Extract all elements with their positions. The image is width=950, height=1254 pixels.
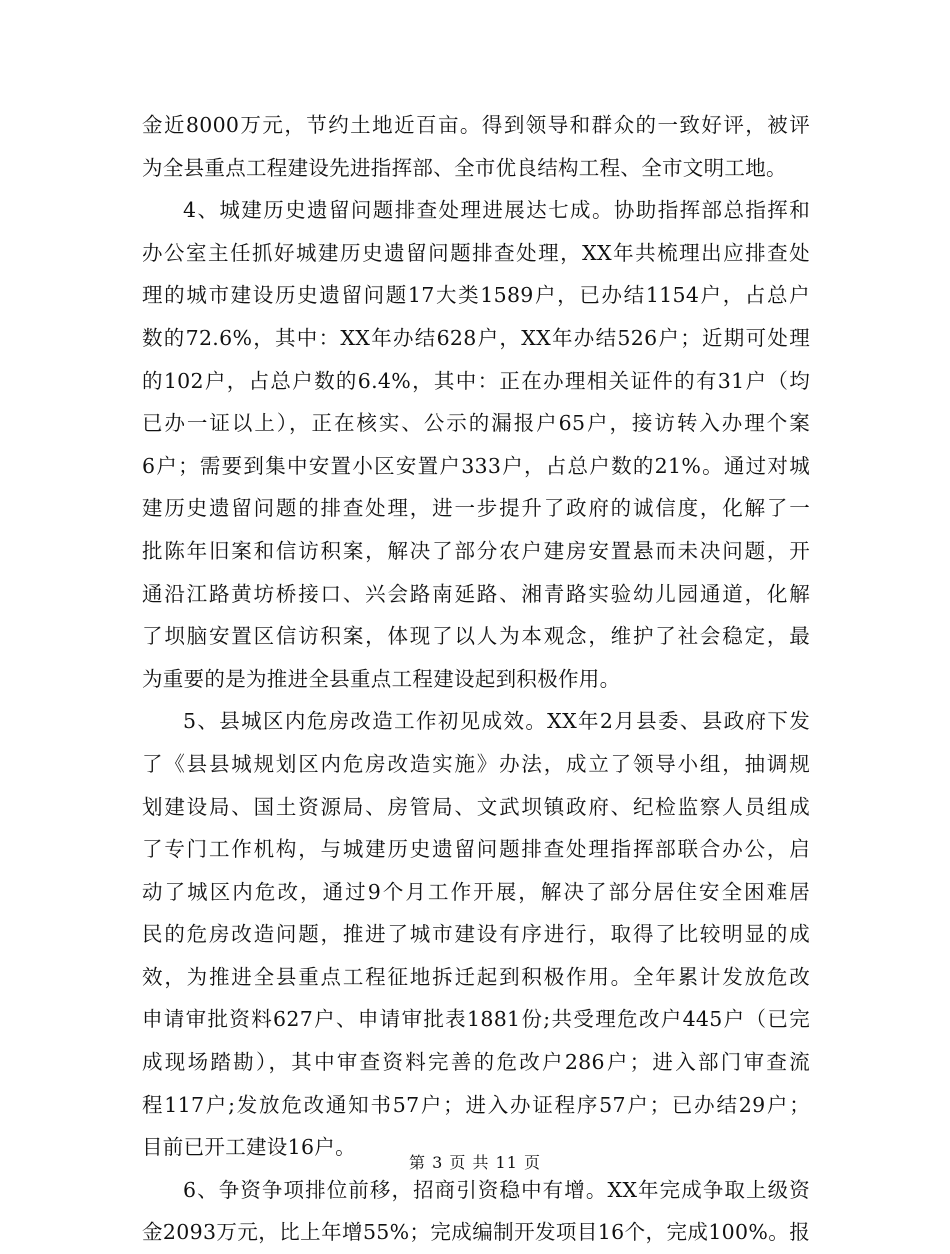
text-line: 划建设局、国土资源局、房管局、文武坝镇政府、纪检监察人员组成 — [142, 794, 810, 819]
text-line: 办公室主任抓好城建历史遗留问题排查处理，XX年共梳理出应排查处 — [142, 240, 810, 265]
text-line: 批陈年旧案和信访积案，解决了部分农户建房安置悬而未决问题，开 — [142, 538, 810, 563]
text-line: 金2093万元，比上年增55%；完成编制开发项目16个，完成100%。报 — [142, 1220, 810, 1245]
page-number-footer: 第 3 页 共 11 页 — [409, 1153, 541, 1172]
text-line: 6、争资争项排位前移，招商引资稳中有增。XX年完成争取上级资 — [183, 1177, 810, 1202]
text-line: 5、县城区内危房改造工作初见成效。XX年2月县委、县政府下发 — [183, 709, 810, 734]
text-line: 动了城区内危改，通过9个月工作开展，解决了部分居住安全困难居 — [142, 879, 810, 904]
text-line: 建历史遗留问题的排查处理，进一步提升了政府的诚信度，化解了一 — [142, 496, 810, 521]
text-line: 了专门工作机构，与城建历史遗留问题排查处理指挥部联合办公，启 — [142, 837, 810, 862]
text-line: 效，为推进全县重点工程征地拆迁起到积极作用。全年累计发放危改 — [142, 964, 810, 989]
text-line: 成现场踏勘），其中审查资料完善的危改户286户；进入部门审查流 — [142, 1050, 810, 1075]
text-line: 为重要的是为推进全县重点工程建设起到积极作用。 — [142, 666, 621, 691]
text-line: 民的危房改造问题，推进了城市建设有序进行，取得了比较明显的成 — [142, 922, 810, 947]
text-line: 已办一证以上），正在核实、公示的漏报户65户，接访转入办理个案 — [142, 411, 810, 436]
text-line: 数的72.6%，其中：XX年办结628户，XX年办结526户；近期可处理 — [142, 325, 810, 350]
text-line: 申请审批资料627户、申请审批表1881份;共受理危改户445户（已完 — [142, 1007, 810, 1032]
text-line: 了坝脑安置区信访积案，体现了以人为本观念，维护了社会稳定，最 — [142, 624, 810, 649]
text-line: 目前已开工建设16户。 — [142, 1135, 356, 1160]
text-line: 了《县县城规划区内危房改造实施》办法，成立了领导小组，抽调规 — [142, 751, 810, 776]
text-line: 4、城建历史遗留问题排查处理进展达七成。协助指挥部总指挥和 — [183, 198, 810, 223]
text-line: 金近8000万元，节约土地近百亩。得到领导和群众的一致好评，被评 — [142, 113, 810, 137]
text-line: 为全县重点工程建设先进指挥部、全市优良结构工程、全市文明工地。 — [142, 155, 787, 180]
text-line: 通沿江路黄坊桥接口、兴会路南延路、湘青路实验幼儿园通道，化解 — [142, 581, 810, 606]
text-line: 理的城市建设历史遗留问题17大类1589户，已办结1154户，占总户 — [142, 283, 810, 308]
text-line: 6户；需要到集中安置小区安置户333户，占总户数的21%。通过对城 — [142, 453, 810, 478]
text-line: 程117户;发放危改通知书57户；进入办证程序57户；已办结29户； — [142, 1092, 810, 1117]
document-body — [142, 104, 810, 1254]
text-line: 的102户，占总户数的6.4%，其中：正在办理相关证件的有31户（均 — [142, 368, 810, 393]
